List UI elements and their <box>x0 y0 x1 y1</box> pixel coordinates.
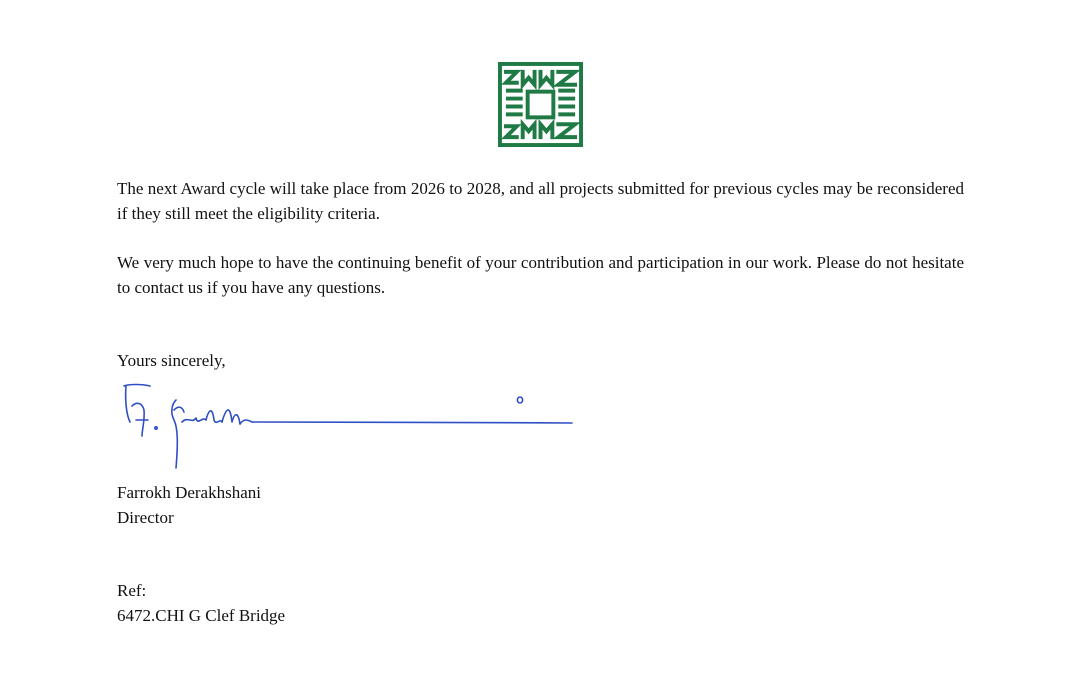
award-emblem-logo <box>497 61 584 148</box>
signatory-title: Director <box>117 508 174 527</box>
signatory-name: Farrokh Derakhshani <box>117 483 261 502</box>
handwritten-signature <box>118 380 578 474</box>
reference-label: Ref: <box>117 581 147 600</box>
reference-value: 6472.CHI G Clef Bridge <box>117 606 286 625</box>
body-paragraph-2: We very much hope to have the continuing benefit of your contribution and participation in our work. Please do not hesitate to contact us if you have any questions. <box>117 253 964 297</box>
closing-line: Yours sincerely, <box>117 351 226 370</box>
body-paragraph-1: The next Award cycle will take place from 2026 to 2028, and all projects submitted for previous cycles may be reconsidered if they still meet the eligibility criteria. <box>117 179 964 223</box>
